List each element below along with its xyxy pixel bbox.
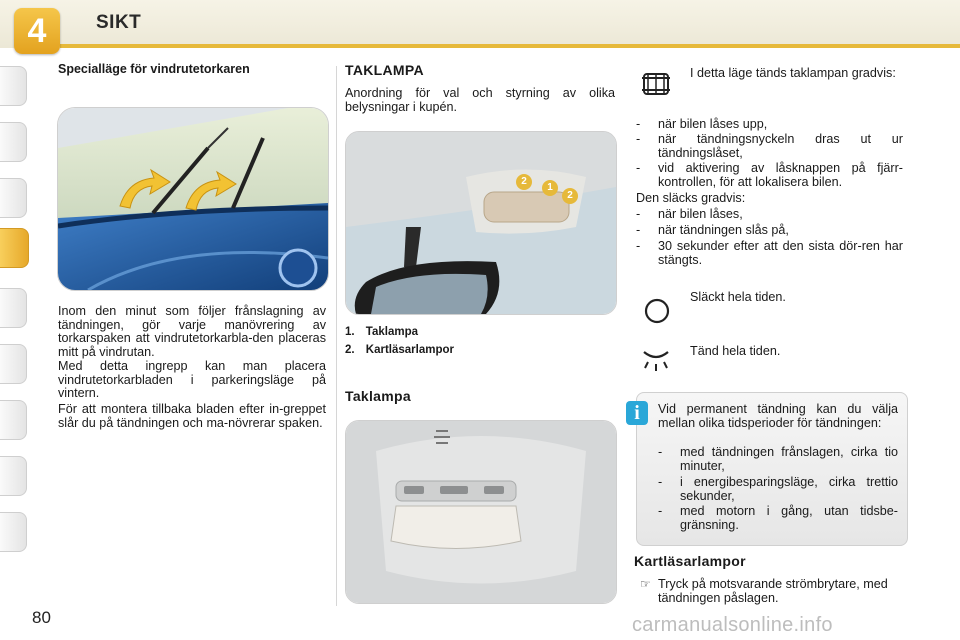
map-lamps-text: Tryck på motsvarande strömbrytare, med tändningen påslagen. bbox=[658, 577, 888, 605]
always-off-text: Släckt hela tiden. bbox=[690, 290, 786, 304]
chapter-tab[interactable] bbox=[0, 512, 27, 552]
wiper-paragraph-3: För att montera tillbaka bladen efter in-greppet slår du på tändningen och ma-növrerar spaken. bbox=[58, 402, 326, 430]
header-rule bbox=[60, 44, 960, 48]
taklampa-intro: Anordning för val och styrning av olika belysningar i kupén. bbox=[345, 86, 615, 114]
ceiling-console-illustration bbox=[345, 131, 617, 315]
legend-item bbox=[345, 344, 454, 356]
taklampa-subheading: Taklampa bbox=[345, 388, 411, 404]
legend-label: Taklampa bbox=[365, 326, 418, 338]
watermark: carmanualsonline.info bbox=[632, 614, 833, 636]
column-divider bbox=[336, 66, 337, 606]
wiper-section-heading: Specialläge för vindrutetorkaren bbox=[58, 62, 250, 76]
light-off-icon bbox=[642, 296, 672, 331]
chapter-title: SIKT bbox=[96, 12, 142, 33]
info-text: Vid permanent tändning kan du välja mellan olika tidsperioder för tändningen: bbox=[658, 402, 898, 430]
windshield-wiper-illustration bbox=[57, 107, 329, 291]
chapter-tab[interactable] bbox=[0, 178, 27, 218]
page-number: 80 bbox=[32, 608, 51, 627]
chapter-tab[interactable] bbox=[0, 288, 27, 328]
chapter-number-badge: 4 bbox=[14, 8, 60, 54]
legend-number: 1. bbox=[345, 326, 355, 338]
wiper-paragraph-2: Med detta ingrepp kan man placera vindrutetorkarbladen i parkeringsläge på vintern. bbox=[58, 359, 326, 400]
callout-badge: 2 bbox=[562, 188, 578, 204]
taklampa-section-heading: TAKLAMPA bbox=[345, 62, 424, 78]
gradual-light-icon bbox=[638, 70, 674, 103]
callout-badge: 1 bbox=[542, 180, 558, 196]
legend-number: 2. bbox=[345, 344, 355, 356]
chapter-tab[interactable] bbox=[0, 344, 27, 384]
chapter-tab[interactable] bbox=[0, 400, 27, 440]
chapter-tab[interactable] bbox=[0, 456, 27, 496]
always-on-text: Tänd hela tiden. bbox=[690, 344, 781, 358]
wiper-paragraph-1: Inom den minut som följer frånslagning av tändningen, gör varje manövrering av torkarspaken att vindrutetorkarbla-den placeras mitt på vindrutan. bbox=[58, 304, 326, 359]
switch-off-heading: Den släcks gradvis: bbox=[636, 191, 746, 205]
pointing-hand-icon: ☞ bbox=[640, 577, 651, 591]
chapter-tab[interactable] bbox=[0, 122, 27, 162]
map-lamps-heading: Kartläsarlampor bbox=[634, 553, 746, 569]
light-on-icon bbox=[640, 346, 672, 379]
dome-light-illustration bbox=[345, 420, 617, 604]
info-icon: i bbox=[626, 401, 648, 425]
legend-item bbox=[345, 326, 418, 338]
chapter-tab[interactable] bbox=[0, 66, 27, 106]
gradual-mode-text: I detta läge tänds taklampan gradvis: bbox=[690, 66, 896, 80]
header-band bbox=[0, 0, 960, 48]
callout-badge: 2 bbox=[516, 174, 532, 190]
legend-label: Kartläsarlampor bbox=[365, 344, 455, 356]
chapter-tab-rail bbox=[0, 66, 30, 576]
chapter-tab-active[interactable] bbox=[0, 228, 29, 268]
